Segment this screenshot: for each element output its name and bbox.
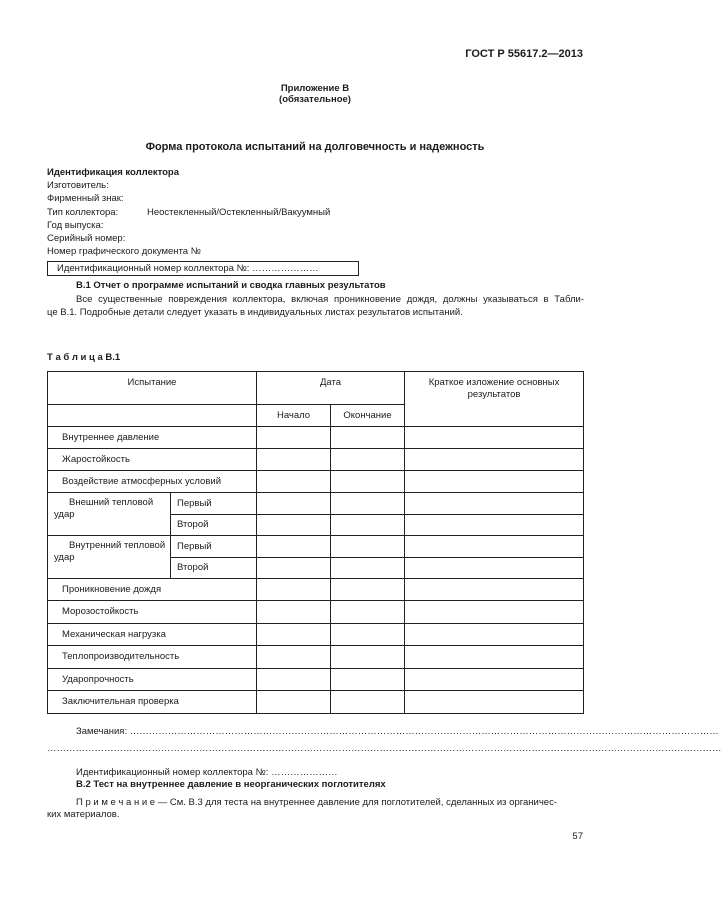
cell-start bbox=[257, 558, 331, 579]
collector-type-value: Неостекленный/Остекленный/Вакуумный bbox=[147, 207, 331, 218]
cell-end bbox=[331, 669, 405, 691]
cell-summary bbox=[405, 669, 584, 691]
table-row bbox=[48, 669, 584, 691]
cell-start bbox=[257, 427, 331, 449]
row-impact-resistance: Ударопрочность bbox=[48, 669, 257, 691]
footer-id-number: Идентификационный номер коллектора №: ………………… bbox=[76, 767, 338, 778]
id-number-box bbox=[47, 261, 359, 276]
year-label: Год выпуска: bbox=[47, 220, 104, 231]
row-internal-pressure: Внутреннее давление bbox=[48, 427, 257, 449]
note-prefix: П р и м е ч а н и е bbox=[76, 797, 156, 808]
section-b1-paragraph-line1: Все существенные повреждения коллектора, включая проникновение дождя, должны указываться в Табли- bbox=[76, 294, 584, 305]
header-date: Дата bbox=[257, 372, 405, 405]
standard-code: ГОСТ Р 55617.2—2013 bbox=[465, 48, 583, 60]
cell-end bbox=[331, 427, 405, 449]
table-row bbox=[48, 493, 584, 515]
section-b1-paragraph-line2: це В.1. Подробные детали следует указать в индивидуальных листах результатов испытаний. bbox=[47, 307, 463, 318]
cell-start bbox=[257, 624, 331, 646]
form-title: Форма протокола испытаний на долговечность и надежность bbox=[145, 141, 485, 153]
cell-end bbox=[331, 493, 405, 515]
cell-end bbox=[331, 558, 405, 579]
cell-start bbox=[257, 669, 331, 691]
row-internal-shock-second: Второй bbox=[171, 558, 257, 579]
appendix-title: Приложение В bbox=[280, 83, 350, 94]
row-internal-shock-first: Первый bbox=[171, 536, 257, 558]
row-rain-penetration: Проникновение дождя bbox=[48, 579, 257, 601]
header-start: Начало bbox=[257, 405, 331, 427]
table-caption: Т а б л и ц а В.1 bbox=[47, 352, 121, 363]
table-row bbox=[48, 449, 584, 471]
header-test: Испытание bbox=[48, 372, 257, 405]
row-internal-thermal-shock: Внутренний тепловой удар bbox=[48, 536, 171, 579]
cell-end bbox=[331, 449, 405, 471]
cell-end bbox=[331, 624, 405, 646]
remarks-dots-line: …………………………………………………………………………………………………………………………………………………………………………………………… bbox=[47, 743, 722, 754]
row-heat-resistance: Жаростойкость bbox=[48, 449, 257, 471]
cell-summary bbox=[405, 515, 584, 536]
collector-type-label: Тип коллектора: bbox=[47, 207, 119, 218]
table-row bbox=[48, 691, 584, 714]
row-thermal-performance: Теплопроизводительность bbox=[48, 646, 257, 669]
table-row bbox=[48, 646, 584, 669]
table-row bbox=[48, 536, 584, 558]
cell-end bbox=[331, 691, 405, 714]
cell-end bbox=[331, 646, 405, 669]
row-weathering: Воздействие атмосферных условий bbox=[48, 471, 257, 493]
identification-heading: Идентификация коллектора bbox=[47, 167, 180, 178]
appendix-subtitle: (обязательное) bbox=[279, 94, 351, 105]
table-row bbox=[48, 427, 584, 449]
cell-end bbox=[331, 536, 405, 558]
table-row bbox=[48, 471, 584, 493]
cell-start bbox=[257, 449, 331, 471]
cell-end bbox=[331, 471, 405, 493]
cell-start bbox=[257, 536, 331, 558]
cell-end bbox=[331, 601, 405, 624]
table-row bbox=[48, 624, 584, 646]
row-external-shock-first: Первый bbox=[171, 493, 257, 515]
table-row bbox=[48, 601, 584, 624]
cell-summary bbox=[405, 427, 584, 449]
section-b1-heading: В.1 Отчет о программе испытаний и сводка главных результатов bbox=[76, 280, 386, 291]
cell-start bbox=[257, 691, 331, 714]
table-header-row bbox=[48, 372, 584, 405]
cell-summary bbox=[405, 471, 584, 493]
id-number-text: Идентификационный номер коллектора №: ………………… bbox=[57, 263, 319, 274]
note-text-line2: ких материалов. bbox=[47, 809, 120, 820]
cell-summary bbox=[405, 624, 584, 646]
header-summary: Краткое изложение основных результатов bbox=[405, 372, 584, 427]
header-test-empty bbox=[48, 405, 257, 427]
row-frost-resistance: Морозостойкость bbox=[48, 601, 257, 624]
table-row bbox=[48, 579, 584, 601]
note-text-line1: — См. В.3 для теста на внутреннее давление для поглотителей, сделанных из органичес- bbox=[155, 797, 557, 808]
row-mechanical-load: Механическая нагрузка bbox=[48, 624, 257, 646]
remarks-line: Замечания: …………………………………………………………………………………………………………………………………………………………………… bbox=[76, 726, 719, 737]
cell-end bbox=[331, 515, 405, 536]
cell-summary bbox=[405, 536, 584, 558]
section-b2-heading: В.2 Тест на внутреннее давление в неорганических поглотителях bbox=[76, 779, 386, 790]
cell-summary bbox=[405, 579, 584, 601]
cell-start bbox=[257, 601, 331, 624]
cell-summary bbox=[405, 449, 584, 471]
row-external-shock-second: Второй bbox=[171, 515, 257, 536]
cell-start bbox=[257, 493, 331, 515]
cell-start bbox=[257, 471, 331, 493]
results-table bbox=[47, 371, 584, 714]
cell-start bbox=[257, 646, 331, 669]
cell-summary bbox=[405, 646, 584, 669]
row-final-inspection: Заключительная проверка bbox=[48, 691, 257, 714]
page-number: 57 bbox=[572, 831, 583, 842]
cell-start bbox=[257, 515, 331, 536]
note-line1 bbox=[76, 797, 557, 808]
cell-start bbox=[257, 579, 331, 601]
cell-summary bbox=[405, 601, 584, 624]
manufacturer-label: Изготовитель: bbox=[47, 180, 109, 191]
header-end: Окончание bbox=[331, 405, 405, 427]
serial-label: Серийный номер: bbox=[47, 233, 126, 244]
cell-summary bbox=[405, 691, 584, 714]
row-external-thermal-shock: Внешний тепловой удар bbox=[48, 493, 171, 536]
brand-label: Фирменный знак: bbox=[47, 193, 124, 204]
drawing-number-label: Номер графического документа № bbox=[47, 246, 201, 257]
cell-summary bbox=[405, 558, 584, 579]
cell-end bbox=[331, 579, 405, 601]
cell-summary bbox=[405, 493, 584, 515]
